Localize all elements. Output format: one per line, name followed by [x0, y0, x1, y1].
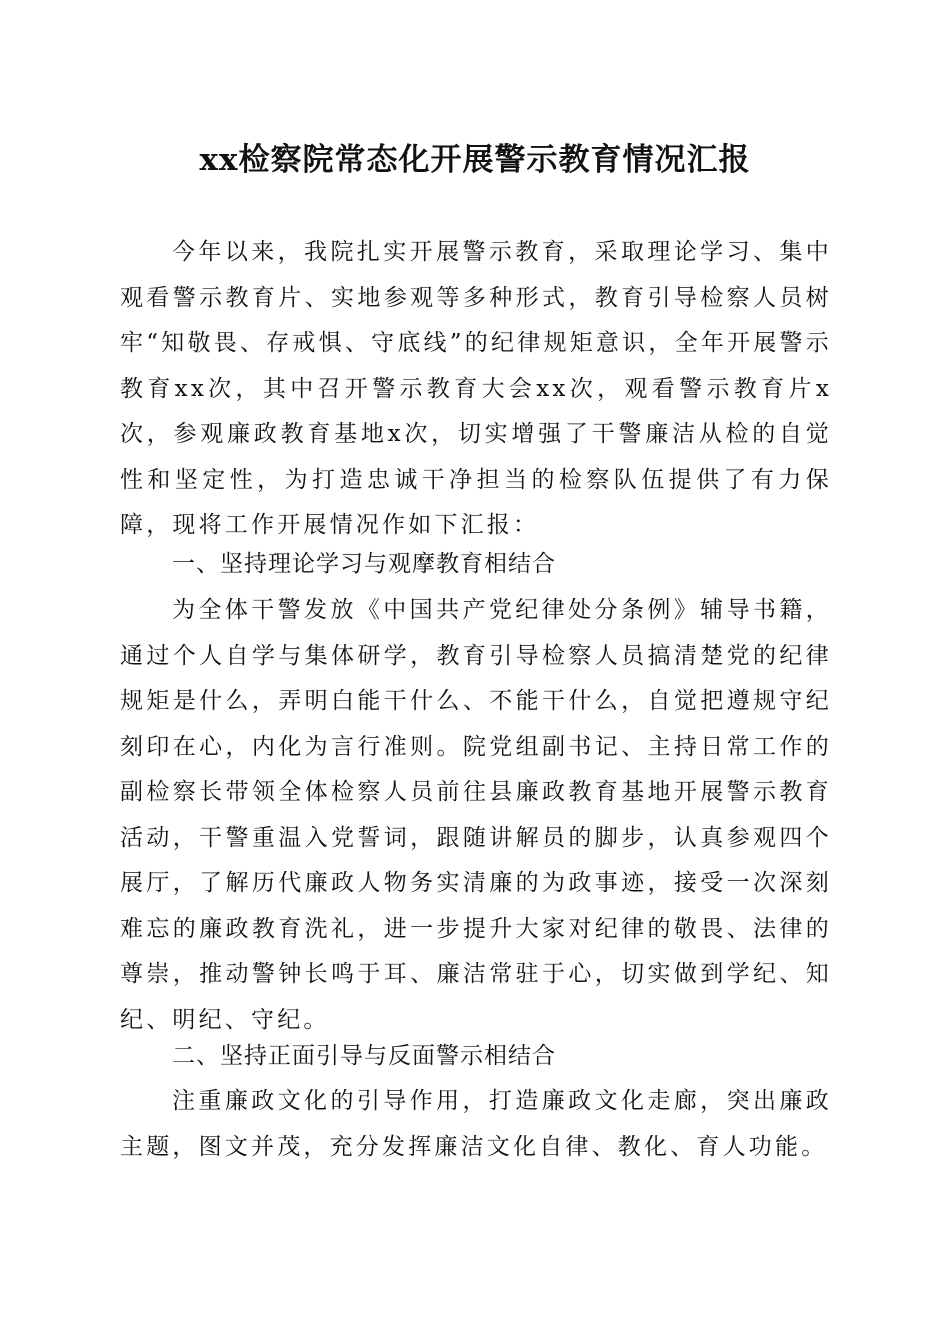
section-body-2: 注重廉政文化的引导作用，打造廉政文化走廊，突出廉政主题，图文并茂，充分发挥廉洁文化自律、教化、育人功能。 — [120, 1088, 832, 1160]
section-heading-2: 二、坚持正面引导与反面警示相结合 — [172, 1043, 556, 1069]
document-title: xx检察院常态化开展警示教育情况汇报 — [199, 142, 751, 178]
intro-paragraph: 今年以来，我院扎实开展警示教育，采取理论学习、集中观看警示教育片、实地参观等多种形式，教育引导检察人员树牢“知敬畏、存戒惧、守底线”的纪律规矩意识，全年开展警示教育xx次，其中召开警示教育大会xx次，观看警示教育片x次，参观廉政教育基地x次，切实增强了干警廉洁从检的自觉性和坚定性，为打造忠诚干净担当的检察队伍提供了有力保障，现将工作开展情况作如下汇报： — [120, 239, 832, 538]
section-body-1: 为全体干警发放《中国共产党纪律处分条例》辅导书籍，通过个人自学与集体研学，教育引导检察人员搞清楚党的纪律规矩是什么，弄明白能干什么、不能干什么，自觉把遵规守纪刻印在心，内化为言行准则。院党组副书记、主持日常工作的副检察长带领全体检察人员前往县廉政教育基地开展警示教育活动，干警重温入党誓词，跟随讲解员的脚步，认真参观四个展厅，了解历代廉政人物务实清廉的为政事迹，接受一次深刻难忘的廉政教育洗礼，进一步提升大家对纪律的敬畏、法律的尊崇，推动警钟长鸣于耳、廉洁常驻于心，切实做到学纪、知纪、明纪、守纪。 — [120, 597, 832, 1033]
section-heading-1: 一、坚持理论学习与观摩教育相结合 — [172, 551, 556, 577]
